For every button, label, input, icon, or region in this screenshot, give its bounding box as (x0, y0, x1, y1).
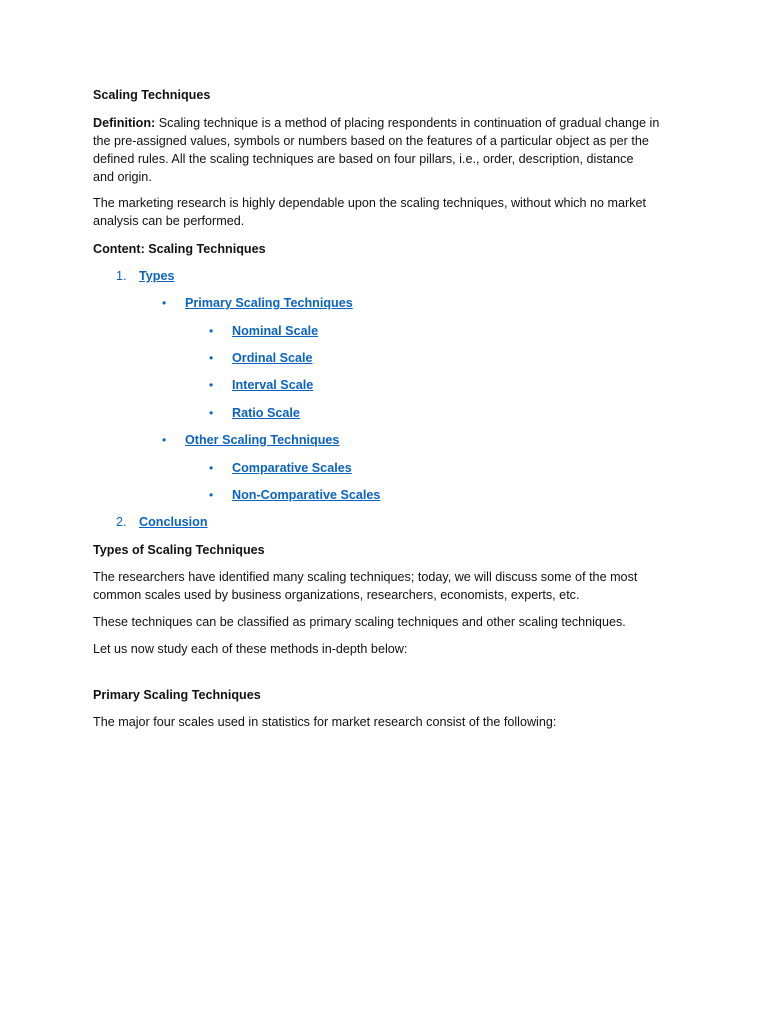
toc-link-ratio-scale[interactable]: Ratio Scale (232, 406, 300, 420)
primary-heading: Primary Scaling Techniques (93, 688, 261, 702)
definition-text-1: Scaling technique is a method of placing respondents in continuation of gradual change in (158, 116, 660, 130)
definition-line-1 (93, 114, 659, 132)
definition-line-4: and origin. (93, 170, 152, 184)
bullet-icon: • (209, 488, 214, 502)
bullet-icon: • (209, 406, 214, 420)
toc-link-ordinal-scale[interactable]: Ordinal Scale (232, 351, 313, 365)
major-four-text: The major four scales used in statistics for market research consist of the following: (93, 715, 557, 729)
toc-link-conclusion[interactable]: Conclusion (139, 515, 208, 529)
bullet-icon: • (209, 351, 214, 365)
bullet-icon: • (209, 324, 214, 338)
toc-link-interval-scale[interactable]: Interval Scale (232, 378, 314, 392)
toc-link-comparative-scales[interactable]: Comparative Scales (232, 461, 352, 475)
marketing-line-1: The marketing research is highly dependable upon the scaling techniques, without which no market (93, 196, 647, 210)
bullet-icon: • (162, 296, 167, 310)
bullet-icon: • (209, 461, 214, 475)
types-line-2: common scales used by business organizations, researchers, economists, experts, etc. (93, 588, 580, 602)
toc-link-types[interactable]: Types (139, 269, 175, 283)
toc-link-primary-scaling[interactable]: Primary Scaling Techniques (185, 296, 353, 310)
marketing-line-2: analysis can be performed. (93, 214, 245, 228)
definition-line-2: the pre-assigned values, symbols or numbers based on the features of a particular object as per the (93, 134, 649, 148)
toc-link-non-comparative-scales[interactable]: Non-Comparative Scales (232, 488, 381, 502)
toc-number-1: 1. (116, 269, 127, 283)
toc-link-other-scaling[interactable]: Other Scaling Techniques (185, 433, 340, 447)
definition-line-3: defined rules. All the scaling techniques are based on four pillars, i.e., order, description, distance (93, 152, 634, 166)
definition-label: Definition: (93, 116, 156, 130)
content-heading: Content: Scaling Techniques (93, 242, 266, 256)
toc-number-2: 2. (116, 515, 127, 529)
document-title: Scaling Techniques (93, 88, 211, 102)
study-text: Let us now study each of these methods in-depth below: (93, 642, 408, 656)
classified-text: These techniques can be classified as primary scaling techniques and other scaling techniques. (93, 615, 626, 629)
types-heading: Types of Scaling Techniques (93, 543, 265, 557)
bullet-icon: • (209, 378, 214, 392)
bullet-icon: • (162, 433, 167, 447)
types-line-1: The researchers have identified many scaling techniques; today, we will discuss some of the most (93, 570, 638, 584)
toc-link-nominal-scale[interactable]: Nominal Scale (232, 324, 319, 338)
